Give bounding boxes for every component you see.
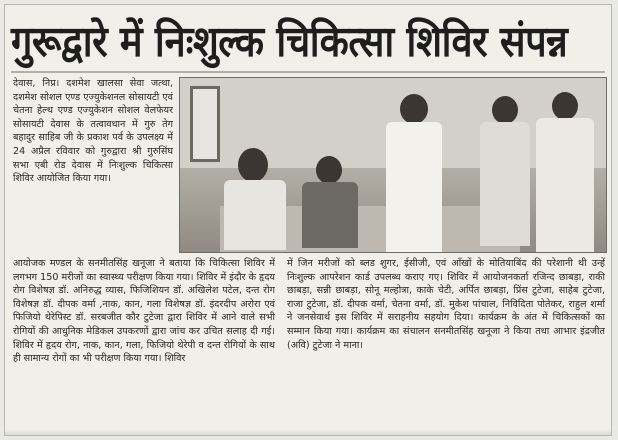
headline: गुरूद्वारे में निःशुल्क चिकित्सा शिविर संपन्न xyxy=(11,16,568,67)
body-left-column: आयोजक मण्डल के सनमीतसिंह खनूजा ने बताया कि चिकित्सा शिविर में लगभग 150 मरीजों का स्वास्थ्य परीक्षण किया गया। शिविर में इंदौर के हृदय रोग विशेषज्ञ डॉ. अनिरुद्ध व्यास, फिजिशियन डॉ. अखिलेश पटेल, दन्त रोग विशेषज्ञ डॉ. दीपक वर्मा ,नाक, कान, गला विशेषज्ञ डॉ. इंदरदीप अरोरा एवं फिजियो थेरेपिस्ट डॉ. सरबजीत कौर टुटेजा द्वारा शिविर में आने वाले सभी रोगियों की आधुनिक मेडिकल उपकरणों द्वारा जांच कर उचित सलाह दी गई। शिविर में हृदय रोग, नाक, कान, गला, फिजियो थेरेपी व दन्त रोगियों के साथ ही सामान्य रोगों का भी परीक्षण किया गया। शिविर xyxy=(13,258,275,365)
newspaper-clipping xyxy=(4,4,612,436)
photo-window xyxy=(190,86,220,162)
photo-person-background-2 xyxy=(536,92,594,252)
photo-person-background-1 xyxy=(480,96,530,246)
clipping-shadow xyxy=(5,429,611,435)
headline-divider xyxy=(11,71,605,73)
photo-person-standing xyxy=(386,94,442,253)
news-photo xyxy=(179,77,607,253)
body-right-column: में जिन मरीजों को ब्लड शुगर, ईसीजी, एवं आँखों के मोतियाबिंद की परेशानी थी उन्हें निःशुल्क आपरेशन कार्ड उपलब्ध कराए गए। शिविर में आयोजनकर्ता रजिन्द छाबड़ा, राकी छाबड़ा, सन्नी छाबड़ा, सोनू मल्होत्रा, काके चेटी, अर्पित छाबड़ा, प्रिंस टुटेजा, साहेब टुटेजा, राजा टुटेजा, डॉ. दीपक वर्मा, चेतना वर्मा, डॉ. मुकेश पांचाल, निविदिता पोतेकर, राहुल शर्मा ने जनसेवार्थ इस शिविर में सराहनीय सहयोग दिया। कार्यक्रम के अंत में चिकित्सकों का सम्मान किया गया। कार्यक्रम का संचालन सनमीतसिंह खनूजा ने किया तथा आभार इंद्रजीत (अवि) टुटेजा ने माना। xyxy=(287,258,605,351)
photo-person-doctor xyxy=(220,148,290,248)
intro-paragraph: देवास, निप्र। दशमेश खालसा सेवा जत्था, दशमेश सोशल एण्ड एज्युकेशनल सोसायटी एवं चेतना हेल्थ एण्ड एज्युकेशन सोशल वेलफेयर सोसायटी देवास के तत्वावधान में गुरु तेग बहादुर साहिब जी के प्रकाश पर्व के उपलक्ष्य में 24 अप्रैल रविवार को गुरुद्वारा श्री गुरुसिंघ सभा एबी रोड देवास में निःशुल्क चिकित्सा शिविर आयोजित किया गया। xyxy=(13,78,173,185)
photo-person-patient xyxy=(300,156,360,246)
